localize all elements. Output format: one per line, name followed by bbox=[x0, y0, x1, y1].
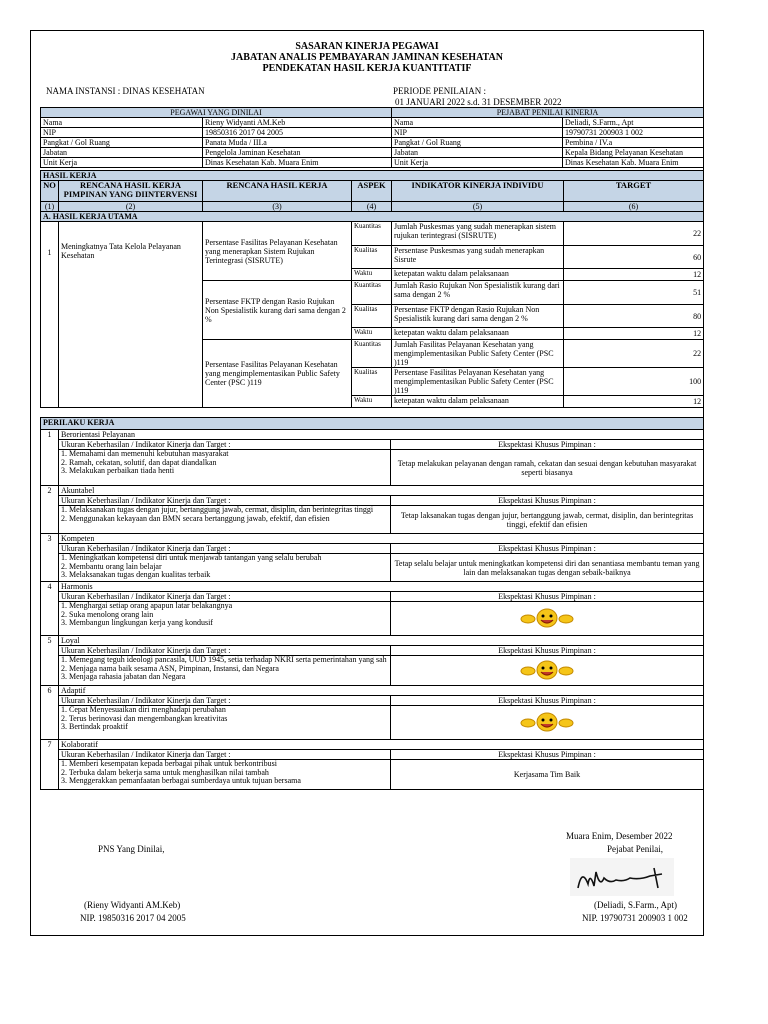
iki-cell: ketepatan waktu dalam pelaksanaan bbox=[392, 328, 564, 340]
pejabat-header: PEJABAT PENILAI KINERJA bbox=[392, 108, 704, 118]
ukuran-point: 2. Terbuka dalam bekerja sama untuk menghasilkan nilai tambah bbox=[61, 767, 269, 777]
perilaku-no: 5 bbox=[41, 636, 59, 686]
identity-row bbox=[41, 128, 704, 138]
iki-cell: Jumlah Puskesmas yang sudah menerapkan sistem rujukan terintegrasi (SISRUTE) bbox=[392, 222, 564, 246]
iki-cell: ketepatan waktu dalam pelaksanaan bbox=[392, 396, 564, 408]
perilaku-row bbox=[41, 486, 704, 496]
ukuran-point: 1. Memegang teguh ideologi pancasila, UUD 1945, setia terhadap NKRI serta pemerintahan yang sah bbox=[61, 655, 387, 664]
pejabat-value: Deliadi, S.Farm., Apt bbox=[563, 118, 704, 128]
perilaku-name: Kompeten bbox=[59, 534, 704, 544]
perilaku-name: Harmonis bbox=[59, 582, 704, 592]
column-number: (6) bbox=[564, 202, 704, 212]
perilaku-row bbox=[41, 534, 704, 544]
ukuran-point: 2. Menggunakan kekayaan dan BMN secara bertanggung jawab, efektif, dan efisien bbox=[61, 513, 330, 523]
perilaku-label-row bbox=[41, 496, 704, 506]
identity-table bbox=[40, 107, 704, 168]
ukuran-points bbox=[59, 554, 391, 582]
target-cell: 80 bbox=[564, 305, 704, 328]
perilaku-detail-row bbox=[41, 450, 704, 486]
ukuran-points bbox=[59, 602, 391, 636]
iki-cell: Jumlah Rasio Rujukan Non Spesialistik kurang dari sama dengan 2 % bbox=[392, 281, 564, 305]
perilaku-detail-row bbox=[41, 656, 704, 686]
ukuran-points bbox=[59, 656, 391, 686]
col-aspek: ASPEK bbox=[352, 181, 392, 202]
iki-cell: Persentase FKTP dengan Rasio Rujukan Non Spesialistik kurang dari sama dengan 2 % bbox=[392, 305, 564, 328]
pns-label: PNS Yang Dinilai, bbox=[98, 844, 165, 854]
ukuran-point: 2. Menjaga nama baik sesama ASN, Pimpinan, Instansi, dan Negara bbox=[61, 663, 279, 673]
ekspektasi-text: Tetap melakukan pelayanan dengan ramah, cekatan dan sesuai dengan kebutuhan masyarakat seperti biasanya bbox=[397, 458, 697, 477]
target-cell: 51 bbox=[564, 281, 704, 305]
perilaku-row bbox=[41, 740, 704, 750]
periode-label: PERIODE PENILAIAN : bbox=[393, 86, 486, 96]
col-target: TARGET bbox=[564, 181, 704, 202]
ukuran-point: 1. Meningkatkan kompetensi diri untuk menjawab tantangan yang selalu berubah bbox=[61, 553, 322, 562]
ukuran-label: Ukuran Keberhasilan / Indikator Kinerja dan Target : bbox=[59, 696, 391, 706]
smiley-icon bbox=[519, 660, 575, 680]
ukuran-label: Ukuran Keberhasilan / Indikator Kinerja dan Target : bbox=[59, 750, 391, 760]
ukuran-point: 3. Bertindak proaktif bbox=[61, 722, 128, 731]
ukuran-point: 1. Menghargai setiap orang apapun latar belakangnya bbox=[61, 601, 233, 610]
identity-label-pejabat: Pangkat / Gol Ruang bbox=[392, 138, 563, 148]
perilaku-kerja-table bbox=[40, 417, 704, 790]
doc-title-1: SASARAN KINERJA PEGAWAI bbox=[295, 41, 439, 52]
aspek-cell: Kualitas bbox=[352, 246, 392, 269]
pegawai-value: Pengelola Jaminan Kesehatan bbox=[203, 148, 392, 158]
column-number: (2) bbox=[59, 202, 203, 212]
perilaku-row bbox=[41, 430, 704, 440]
ekspektasi-value bbox=[391, 506, 704, 534]
hasil-kerja-title: HASIL KERJA bbox=[41, 171, 704, 181]
doc-title-3: PENDEKATAN HASIL KERJA KUANTITATIF bbox=[262, 63, 472, 74]
perilaku-name: Adaptif bbox=[59, 686, 704, 696]
iki-cell: ketepatan waktu dalam pelaksanaan bbox=[392, 269, 564, 281]
ukuran-points bbox=[59, 506, 391, 534]
perilaku-detail-row bbox=[41, 554, 704, 582]
ekspektasi-text: Tetap selalu belajar untuk meningkatkan kompetensi diri dan senantiasa membantu teman yang lain dan melaksanakan tugas dengan sebaik-baiknya bbox=[394, 558, 700, 577]
col-rhk-pimpinan: RENCANA HASIL KERJA PIMPINAN YANG DIINTERVENSI bbox=[59, 181, 203, 202]
aspek-cell: Kualitas bbox=[352, 305, 392, 328]
ukuran-point: 3. Menjaga rahasia jabatan dan Negara bbox=[61, 672, 186, 681]
ekspektasi-value bbox=[391, 656, 704, 686]
ukuran-label: Ukuran Keberhasilan / Indikator Kinerja dan Target : bbox=[59, 592, 391, 602]
identity-label: NIP bbox=[41, 128, 203, 138]
ekspektasi-text: Kerjasama Tim Baik bbox=[513, 770, 581, 779]
ukuran-point: 3. Melakukan perbaikan tiada henti bbox=[61, 466, 175, 475]
column-number: (3) bbox=[203, 202, 352, 212]
pejabat-label: Pejabat Penilai, bbox=[607, 844, 663, 854]
aspek-cell: Kuantitas bbox=[352, 281, 392, 305]
iki-cell: Persentase Fasilitas Pelayanan Kesehatan yang mengimplementasikan Public Safety Center (PSC )119 bbox=[392, 368, 564, 396]
ekspektasi-label: Ekspektasi Khusus Pimpinan : bbox=[391, 750, 704, 760]
aspek-cell: Kualitas bbox=[352, 368, 392, 396]
perilaku-row bbox=[41, 582, 704, 592]
ukuran-point: 2. Ramah, cekatan, solutif, dan dapat diandalkan bbox=[61, 457, 217, 467]
column-number: (1) bbox=[41, 202, 59, 212]
ukuran-point: 2. Membantu orang lain belajar bbox=[61, 561, 162, 571]
pns-nip: NIP. 19850316 2017 04 2005 bbox=[80, 913, 186, 923]
ekspektasi-label: Ekspektasi Khusus Pimpinan : bbox=[391, 496, 704, 506]
identity-label: Jabatan bbox=[41, 148, 203, 158]
hasil-row bbox=[41, 222, 704, 246]
perilaku-name: Akuntabel bbox=[59, 486, 704, 496]
ukuran-point: 1. Memahami dan memenuhi kebutuhan masyarakat bbox=[61, 449, 229, 458]
perilaku-detail-row bbox=[41, 602, 704, 636]
smiley-icon bbox=[519, 712, 575, 732]
target-cell: 12 bbox=[564, 328, 704, 340]
ekspektasi-value bbox=[391, 450, 704, 486]
ukuran-point: 2. Suka menolong orang lain bbox=[61, 609, 154, 619]
identity-row bbox=[41, 118, 704, 128]
ukuran-label: Ukuran Keberhasilan / Indikator Kinerja dan Target : bbox=[59, 544, 391, 554]
perilaku-label-row bbox=[41, 440, 704, 450]
ekspektasi-value bbox=[391, 602, 704, 636]
target-cell: 22 bbox=[564, 340, 704, 368]
ekspektasi-text: Tetap laksanakan tugas dengan jujur, bertanggung jawab, cermat, disiplin, dan berintegritas tinggi, efektif dan efisien bbox=[400, 510, 694, 529]
perilaku-no: 2 bbox=[41, 486, 59, 534]
ukuran-point: 3. Menggerakkan pemanfaatan berbagai sumberdaya untuk tujuan bersama bbox=[61, 776, 301, 785]
periode-value: 01 JANUARI 2022 s.d. 31 DESEMBER 2022 bbox=[395, 97, 562, 107]
target-cell: 12 bbox=[564, 269, 704, 281]
perilaku-detail-row bbox=[41, 706, 704, 740]
ekspektasi-label: Ekspektasi Khusus Pimpinan : bbox=[391, 646, 704, 656]
perilaku-label-row bbox=[41, 592, 704, 602]
perilaku-label-row bbox=[41, 544, 704, 554]
ukuran-points bbox=[59, 450, 391, 486]
target-cell: 100 bbox=[564, 368, 704, 396]
identity-row bbox=[41, 148, 704, 158]
ukuran-point: 3. Membangun lingkungan kerja yang kondusif bbox=[61, 618, 213, 627]
pegawai-value: Rieny Widyanti AM.Keb bbox=[203, 118, 392, 128]
perilaku-no: 7 bbox=[41, 740, 59, 790]
rhk-cell: Persentase Fasilitas Pelayanan Kesehatan yang menerapkan Sistem Rujukan Terintegrasi (SISRUTE) bbox=[203, 222, 352, 281]
hasil-no: 1 bbox=[41, 222, 59, 408]
iki-cell: Persentase Puskesmas yang sudah menerapkan Sisrute bbox=[392, 246, 564, 269]
pejabat-nip: NIP. 19790731 200903 1 002 bbox=[582, 913, 688, 923]
ukuran-label: Ukuran Keberhasilan / Indikator Kinerja dan Target : bbox=[59, 496, 391, 506]
ukuran-point: 1. Memberi kesempatan kepada berbagai pihak untuk berkontribusi bbox=[61, 759, 277, 768]
perilaku-label-row bbox=[41, 750, 704, 760]
ekspektasi-label: Ekspektasi Khusus Pimpinan : bbox=[391, 544, 704, 554]
perilaku-no: 1 bbox=[41, 430, 59, 486]
perilaku-title: PERILAKU KERJA bbox=[41, 418, 704, 430]
perilaku-name: Kolaboratif bbox=[59, 740, 704, 750]
perilaku-row bbox=[41, 636, 704, 646]
perilaku-name: Berorientasi Pelayanan bbox=[59, 430, 704, 440]
ukuran-label: Ukuran Keberhasilan / Indikator Kinerja dan Target : bbox=[59, 440, 391, 450]
column-number: (4) bbox=[352, 202, 392, 212]
target-cell: 22 bbox=[564, 222, 704, 246]
rhk-cell: Persentase Fasilitas Pelayanan Kesehatan yang mengimplementasikan Public Safety Center (PSC )119 bbox=[203, 340, 352, 408]
pns-name: (Rieny Widyanti AM.Keb) bbox=[84, 900, 181, 910]
aspek-cell: Kuantitas bbox=[352, 340, 392, 368]
identity-row bbox=[41, 138, 704, 148]
identity-row bbox=[41, 158, 704, 168]
target-cell: 60 bbox=[564, 246, 704, 269]
pegawai-header: PEGAWAI YANG DINILAI bbox=[41, 108, 392, 118]
aspek-cell: Kuantitas bbox=[352, 222, 392, 246]
ekspektasi-label: Ekspektasi Khusus Pimpinan : bbox=[391, 696, 704, 706]
target-cell: 12 bbox=[564, 396, 704, 408]
pejabat-value: Kepala Bidang Pelayanan Kesehatan bbox=[563, 148, 704, 158]
perilaku-no: 4 bbox=[41, 582, 59, 636]
aspek-cell: Waktu bbox=[352, 396, 392, 408]
ekspektasi-value bbox=[391, 706, 704, 740]
perilaku-detail-row bbox=[41, 506, 704, 534]
ekspektasi-value bbox=[391, 760, 704, 790]
ekspektasi-label: Ekspektasi Khusus Pimpinan : bbox=[391, 440, 704, 450]
ukuran-label: Ukuran Keberhasilan / Indikator Kinerja dan Target : bbox=[59, 646, 391, 656]
rhk-pimpinan: Meningkatnya Tata Kelola Pelayanan Kesehatan bbox=[59, 222, 203, 408]
doc-title-2: JABATAN ANALIS PEMBAYARAN JAMINAN KESEHATAN bbox=[231, 52, 503, 63]
aspek-cell: Waktu bbox=[352, 269, 392, 281]
perilaku-row bbox=[41, 686, 704, 696]
identity-label: Nama bbox=[41, 118, 203, 128]
pegawai-value: 19850316 2017 04 2005 bbox=[203, 128, 392, 138]
identity-label-pejabat: NIP bbox=[392, 128, 563, 138]
ukuran-point: 3. Melaksanakan tugas dengan kualitas terbaik bbox=[61, 570, 211, 579]
ukuran-points bbox=[59, 706, 391, 740]
column-number: (5) bbox=[392, 202, 564, 212]
smiley-icon bbox=[519, 608, 575, 628]
ekspektasi-value bbox=[391, 554, 704, 582]
hasil-kerja-table bbox=[40, 170, 704, 408]
identity-label-pejabat: Nama bbox=[392, 118, 563, 128]
pejabat-name: (Deliadi, S.Farm., Apt) bbox=[594, 900, 677, 910]
pegawai-value: Panata Muda / III.a bbox=[203, 138, 392, 148]
pegawai-value: Dinas Kesehatan Kab. Muara Enim bbox=[203, 158, 392, 168]
identity-label: Unit Kerja bbox=[41, 158, 203, 168]
perilaku-no: 6 bbox=[41, 686, 59, 740]
col-iki: INDIKATOR KINERJA INDIVIDU bbox=[392, 181, 564, 202]
pejabat-value: 19790731 200903 1 002 bbox=[563, 128, 704, 138]
ukuran-point: 2. Terus berinovasi dan mengembangkan kreativitas bbox=[61, 713, 228, 723]
perilaku-detail-row bbox=[41, 760, 704, 790]
ekspektasi-label: Ekspektasi Khusus Pimpinan : bbox=[391, 592, 704, 602]
section-a-title: A. HASIL KERJA UTAMA bbox=[41, 212, 704, 222]
identity-label: Pangkat / Gol Ruang bbox=[41, 138, 203, 148]
place-date: Muara Enim, Desember 2022 bbox=[566, 831, 673, 841]
identity-label-pejabat: Unit Kerja bbox=[392, 158, 563, 168]
iki-cell: Jumlah Fasilitas Pelayanan Kesehatan yang mengimplementasikan Public Safety Center (PSC )119 bbox=[392, 340, 564, 368]
signature-image bbox=[570, 858, 674, 896]
ukuran-points bbox=[59, 760, 391, 790]
instansi-label: NAMA INSTANSI : DINAS KESEHATAN bbox=[46, 86, 205, 96]
ukuran-point: 1. Cepat Menyesuaikan diri menghadapi perubahan bbox=[61, 705, 226, 714]
col-rhk: RENCANA HASIL KERJA bbox=[203, 181, 352, 202]
pejabat-value: Pembina / IV.a bbox=[563, 138, 704, 148]
col-no: NO bbox=[41, 181, 59, 202]
aspek-cell: Waktu bbox=[352, 328, 392, 340]
perilaku-label-row bbox=[41, 696, 704, 706]
identity-label-pejabat: Jabatan bbox=[392, 148, 563, 158]
perilaku-no: 3 bbox=[41, 534, 59, 582]
ukuran-point: 1. Melaksanakan tugas dengan jujur, bertanggung jawab, cermat, disiplin, dan berintegritas tinggi bbox=[61, 505, 374, 514]
perilaku-name: Loyal bbox=[59, 636, 704, 646]
perilaku-label-row bbox=[41, 646, 704, 656]
pejabat-value: Dinas Kesehatan Kab. Muara Enim bbox=[563, 158, 704, 168]
rhk-cell: Persentase FKTP dengan Rasio Rujukan Non Spesialistik kurang dari sama dengan 2 % bbox=[203, 281, 352, 340]
